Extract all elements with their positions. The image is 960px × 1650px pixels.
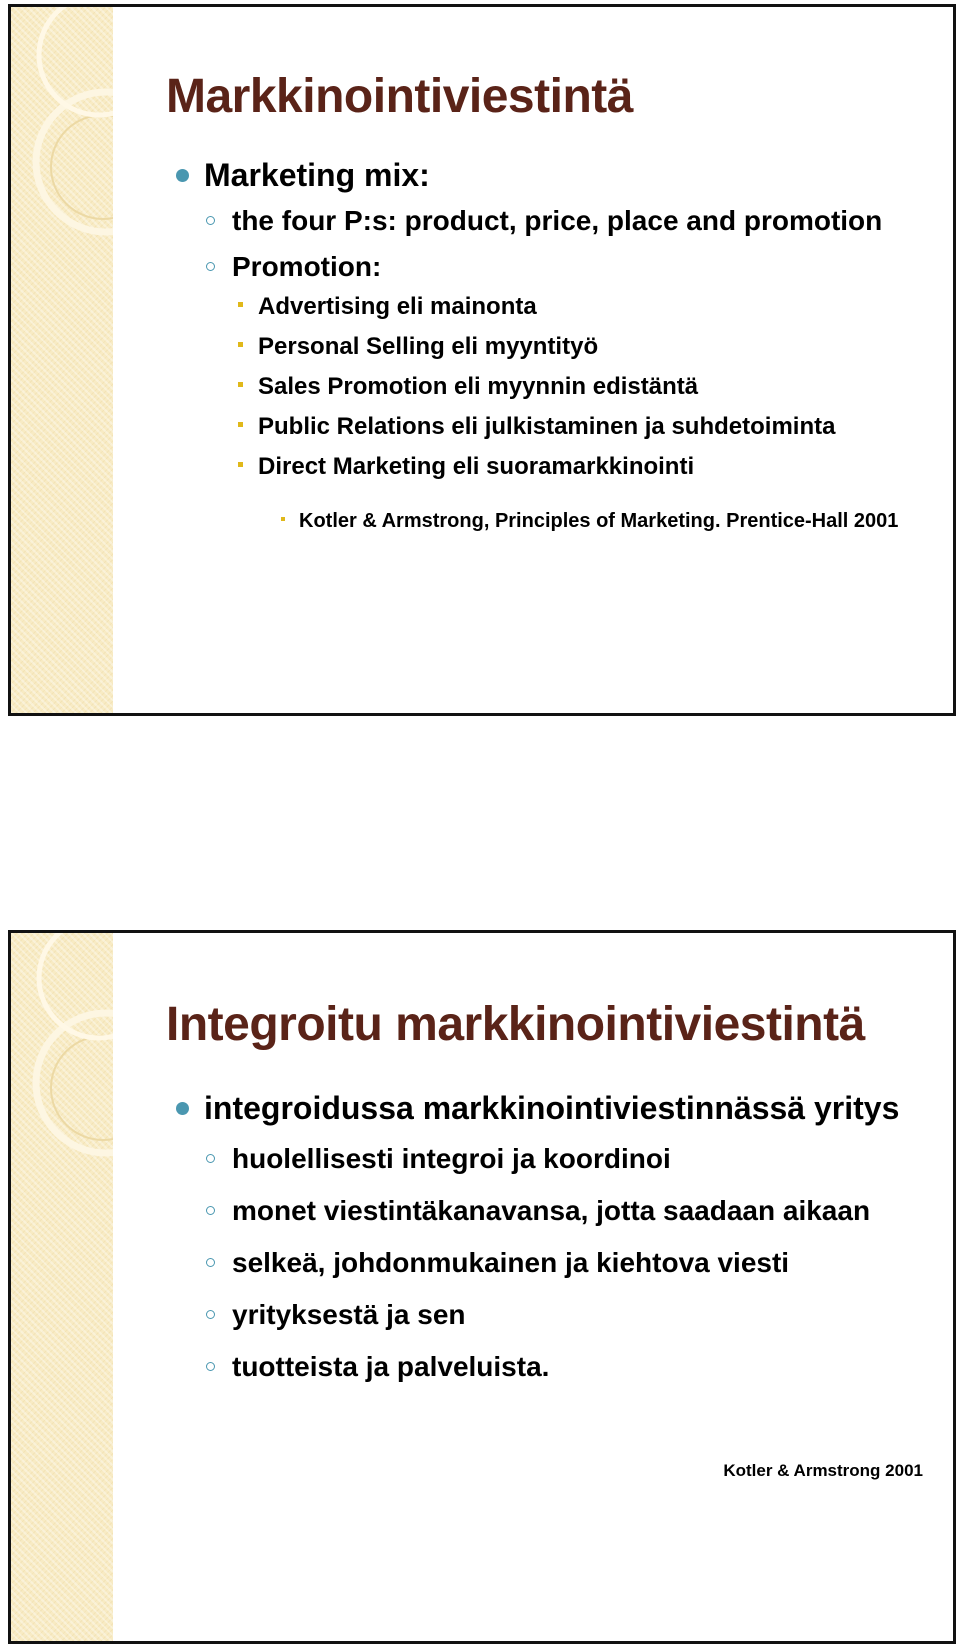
sub-item-text: the four P:s: product, price, place and promotion bbox=[232, 205, 883, 236]
promotion-item bbox=[166, 447, 933, 487]
promotion-item-text: Direct Marketing eli suoramarkkinointi bbox=[258, 453, 695, 480]
sub-item bbox=[166, 1341, 933, 1393]
promotion-item-text: Public Relations eli julkistaminen ja suhdetoiminta bbox=[258, 413, 836, 440]
promotion-item-text: Sales Promotion eli myynnin edistäntä bbox=[258, 373, 699, 400]
sub-item bbox=[166, 1133, 933, 1185]
bullet-text: Marketing mix: bbox=[204, 157, 430, 193]
promotion-item-text: Advertising eli mainonta bbox=[258, 293, 537, 320]
sub-item bbox=[166, 1185, 933, 1237]
bullet-ring bbox=[206, 216, 215, 225]
bullet-ring bbox=[206, 1362, 215, 1371]
promotion-item bbox=[166, 287, 933, 327]
reference-item bbox=[166, 507, 933, 535]
sub-item-text: selkeä, johdonmukainen ja kiehtova viesti bbox=[232, 1247, 790, 1278]
promotion-item bbox=[166, 327, 933, 367]
sub-item bbox=[166, 1289, 933, 1341]
sub-item-text: yrityksestä ja sen bbox=[232, 1299, 466, 1330]
decorative-strip bbox=[11, 933, 113, 1641]
reference-text: Kotler & Armstrong, Principles of Marketing. Prentice-Hall 2001 bbox=[299, 510, 899, 532]
sub-item-text: Promotion: bbox=[232, 251, 382, 282]
slide-content bbox=[166, 155, 933, 535]
bullet-dot bbox=[176, 1102, 189, 1115]
bullet-ring bbox=[206, 1258, 215, 1267]
promotion-item bbox=[166, 367, 933, 407]
decorative-rings bbox=[11, 933, 113, 1644]
bullet-square bbox=[281, 517, 285, 521]
bullet-square bbox=[238, 302, 243, 307]
sub-item bbox=[166, 247, 933, 287]
bullet-text: integroidussa markkinointiviestinnässä yritys bbox=[204, 1090, 900, 1126]
decorative-strip bbox=[11, 7, 113, 713]
sub-item-text: monet viestintäkanavansa, jotta saadaan aikaan bbox=[232, 1195, 871, 1226]
slide-title: Integroitu markkinointiviestintä bbox=[166, 998, 865, 1051]
bullet-square bbox=[238, 382, 243, 387]
bullet-ring bbox=[206, 1154, 215, 1163]
bullet-ring bbox=[206, 1206, 215, 1215]
sub-item-text: tuotteista ja palveluista. bbox=[232, 1351, 550, 1382]
bullet-ring bbox=[206, 1310, 215, 1319]
bullet-square bbox=[238, 422, 243, 427]
bullet-item bbox=[166, 155, 933, 195]
promotion-item bbox=[166, 407, 933, 447]
bullet-square bbox=[238, 342, 243, 347]
promotion-item-text: Personal Selling eli myyntityö bbox=[258, 333, 599, 360]
sub-item bbox=[166, 1237, 933, 1289]
bullet-square bbox=[238, 462, 243, 467]
bullet-ring bbox=[206, 262, 215, 271]
slide-title: Markkinointiviestintä bbox=[166, 70, 633, 123]
slide-content bbox=[166, 1083, 933, 1393]
bullet-dot bbox=[176, 169, 189, 182]
decorative-rings bbox=[11, 7, 113, 716]
bullet-item bbox=[166, 1083, 933, 1133]
sub-item bbox=[166, 201, 933, 241]
slide-1 bbox=[8, 4, 956, 716]
citation: Kotler & Armstrong 2001 bbox=[723, 1461, 923, 1480]
slide-2 bbox=[8, 930, 956, 1644]
sub-item-text: huolellisesti integroi ja koordinoi bbox=[232, 1143, 671, 1174]
